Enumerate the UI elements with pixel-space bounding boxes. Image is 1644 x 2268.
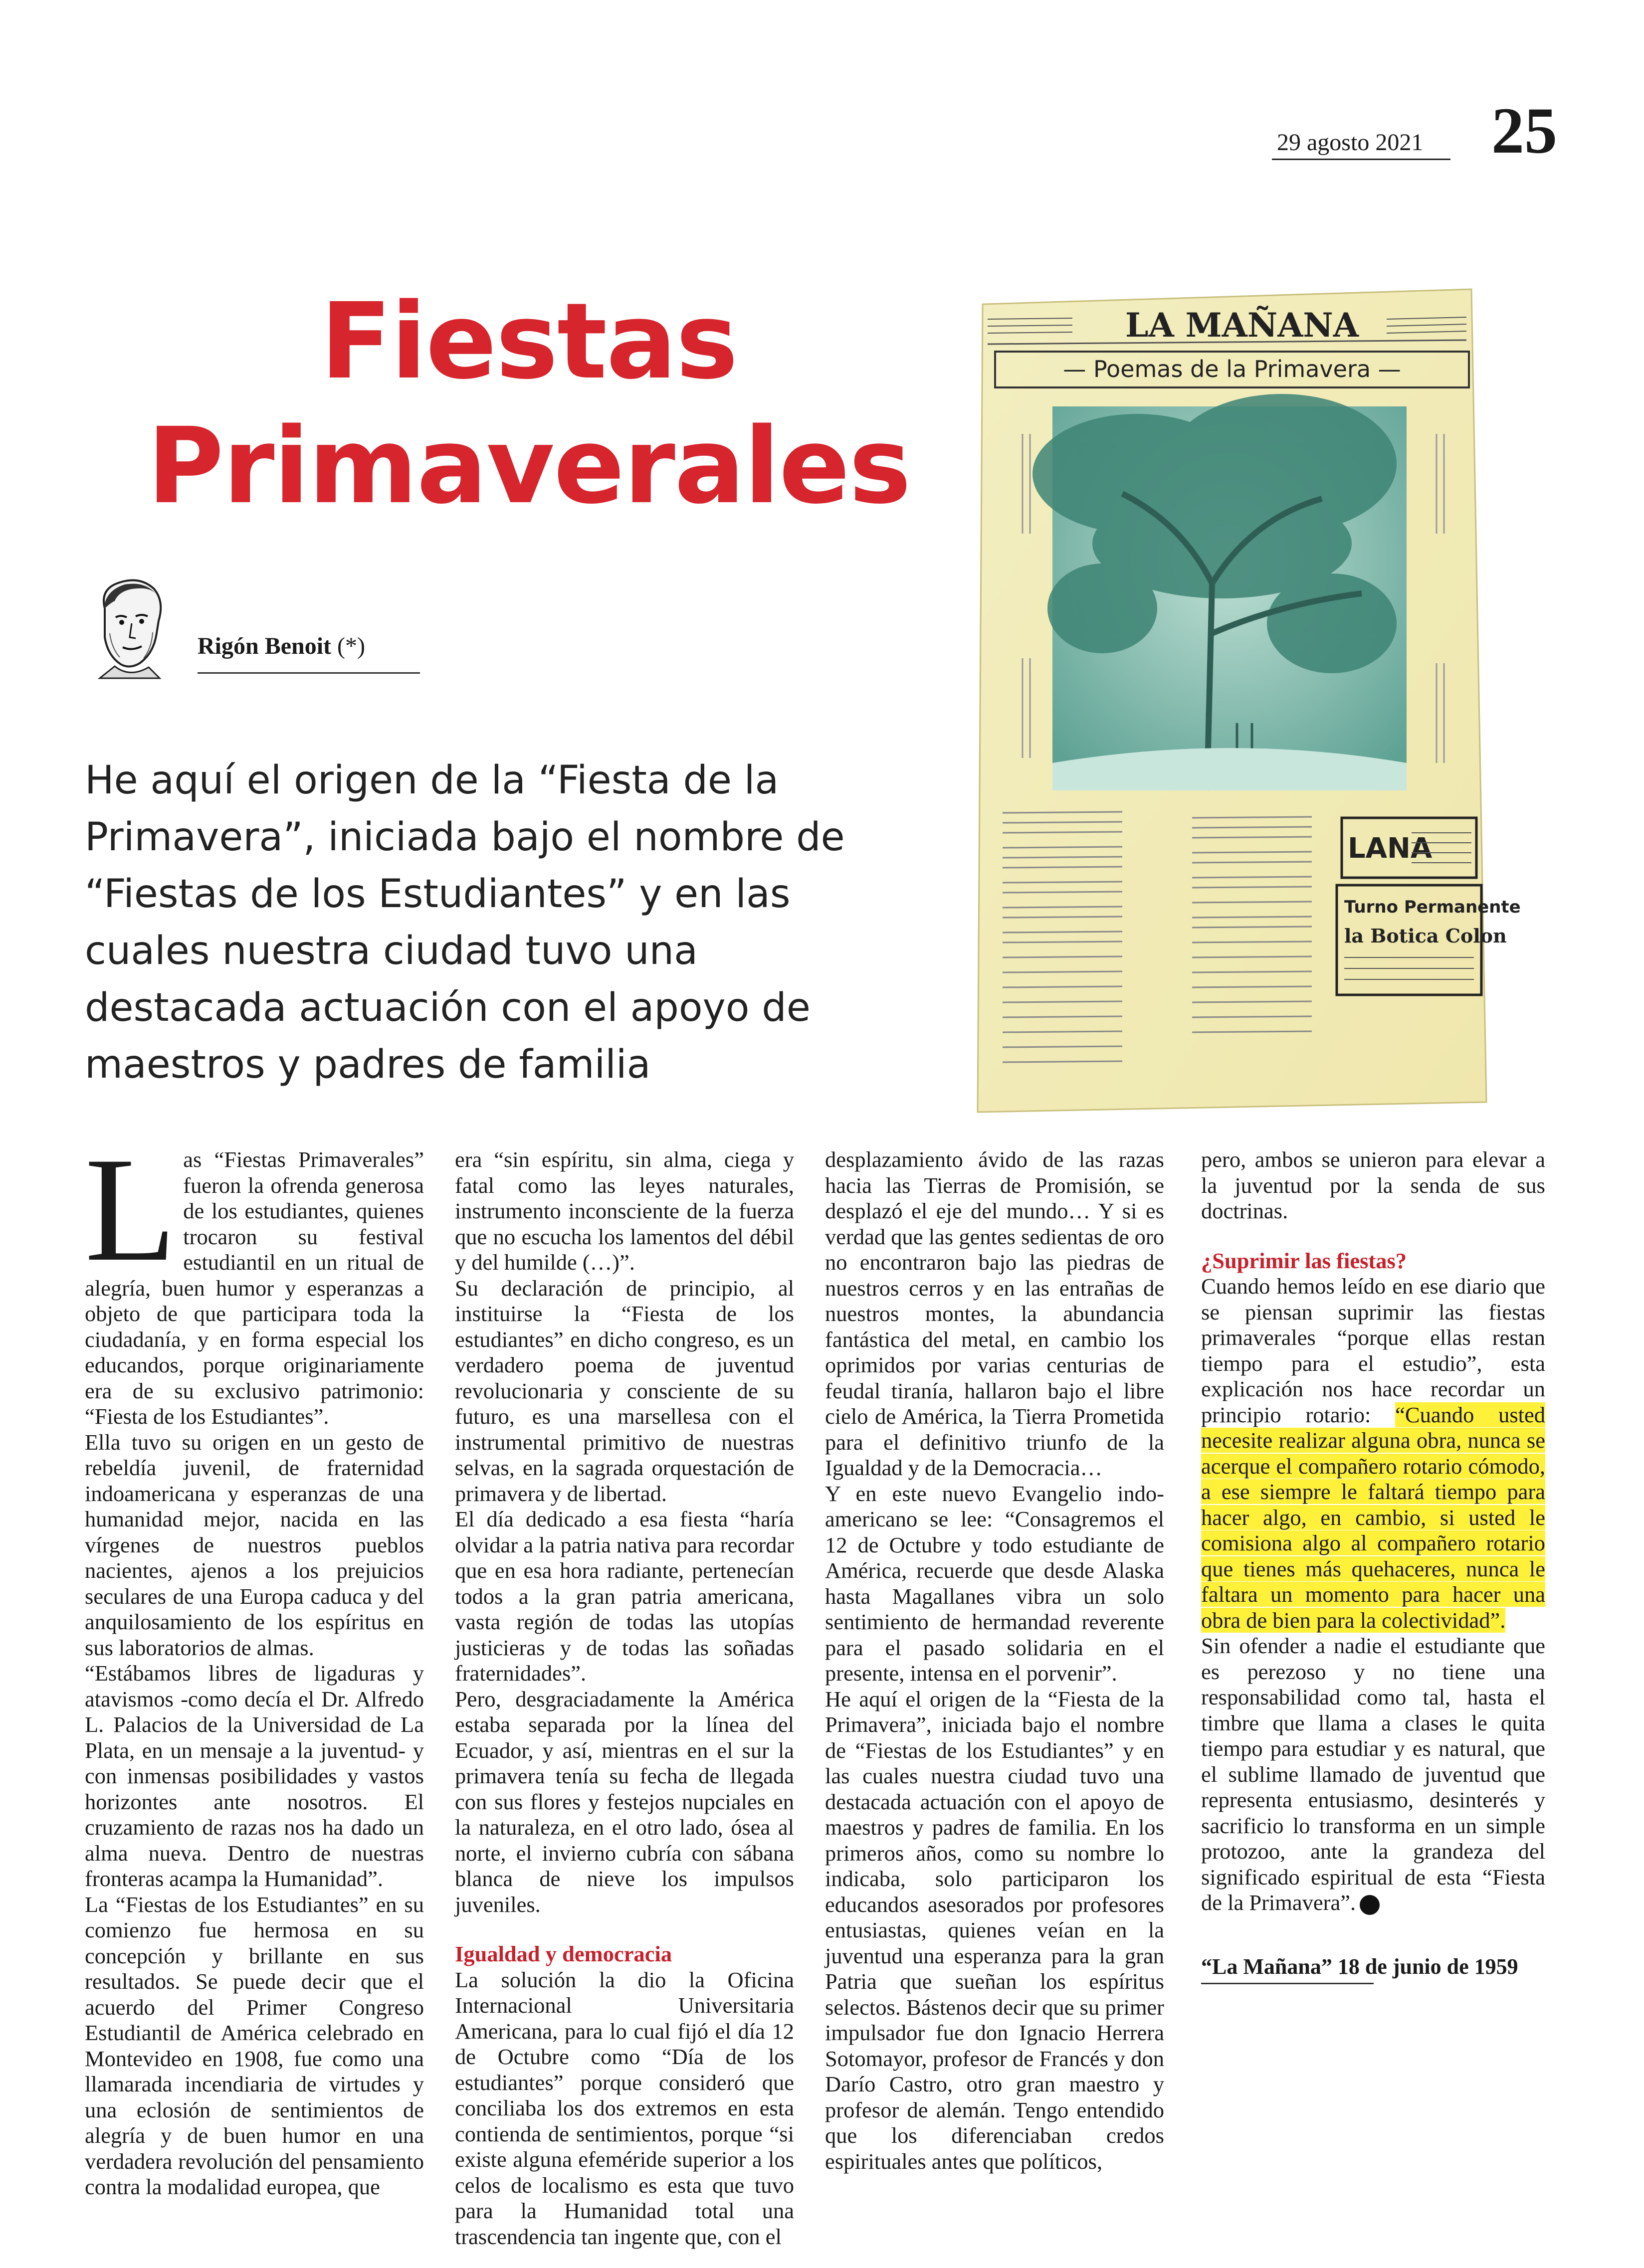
- clipping-banner: — Poemas de la Primavera —: [1063, 356, 1401, 382]
- drop-cap: L: [85, 1127, 177, 1292]
- header-rule: [1272, 159, 1450, 160]
- clipping-masthead: LA MAÑANA: [1125, 306, 1359, 345]
- column-3: [825, 1147, 1164, 2174]
- paragraph: [1201, 1633, 1545, 1916]
- paragraph: [1201, 1274, 1545, 1633]
- author-rule: [198, 672, 420, 674]
- clipping-ad-botica: la Botica Colon: [1344, 925, 1507, 947]
- title-line-1: Fiestas: [320, 280, 737, 402]
- author-name: Rigón Benoit: [198, 633, 332, 659]
- highlighted-quote: “Cuando usted necesite realizar alguna obra, nunca se acerque el compañero rotario cómodo, a ese siempre le faltará tiempo para hacer algo, en cambio, si usted le comisiona algo al compañero rotario que tienes más quehaceres, nunca le faltara un momento para hacer una obra de bien para la colectividad”.: [1201, 1402, 1546, 1633]
- subhead-igualdad: Igualdad y democracia: [455, 1941, 672, 1966]
- paragraph: El día dedicado a esa fiesta “haría olvidar a la patria nativa para recordar que en esa hora radiante, pertenecían todos a la gran patria americana, vasta región de todas las utopías justicieras y de todas las soñadas fraternidades”.: [455, 1507, 794, 1686]
- paragraph: La “Fiestas de los Estudiantes” en su comienzo fue hermosa en su concepción y brillante en sus resultados. Se puede decir que el acuerdo del Primer Congreso Estudiantil de América celebrado en Montevideo en 1908, fue como una llamarada incendiaria de virtudes y una eclosión de sentimientos de alegría y de buen humor en una verdadera revolución del pensamiento contra la modalidad europea, que: [85, 1891, 424, 2199]
- paragraph: He aquí el origen de la “Fiesta de la Primavera”, iniciada bajo el nombre de “Fiestas de los Estudiantes” y en las cuales nuestra ciudad tuvo una destacada actuación con el apoyo de maestros y padres de familia. En los primeros años, como su nombre lo indicaba, solo participaron los educandos asesorados por profesores entusiastas, quienes veían en la juventud una esperanza para la gran Patria que sueñan los espíritus selectos. Bástenos decir que su primer impulsador fue don Ignacio Herrera Sotomayor, profesor de Francés y don Darío Castro, otro gran maestro y profesor de alemán. Tengo entendido que los diferenciaban credos espirituales antes que políticos,: [825, 1686, 1164, 2174]
- column-2: [455, 1147, 794, 2250]
- clipping-ad-lana: LANA: [1348, 832, 1433, 865]
- paragraph-text: Sin ofender a nadie el estudiante que es perezoso y no tiene una responsabilidad como tal, hasta el timbre que llama a clases le quita tiempo para estudiar y es natural, que el sublime llamado de juventud que representa entusiasmo, desinterés y sacrificio lo transforma en un simple protozoo, ante la grandeza del significado espiritual de esta “Fiesta de la Primavera”.: [1201, 1633, 1545, 1915]
- author-suffix: (*): [331, 633, 365, 659]
- paragraph: era “sin espíritu, sin alma, ciega y fatal como las leyes naturales, instrumento inconsciente de la fuerza que no escucha los lamentos del débil y del humilde (…)”.: [455, 1147, 794, 1275]
- author-portrait-icon: [90, 573, 170, 678]
- source-credit: “La Mañana” 18 de junio de 1959: [1201, 1954, 1518, 1979]
- title-line-2: Primaverales: [147, 405, 910, 527]
- paragraph: Su declaración de principio, al instituirse la “Fiesta de los estudiantes” en dicho congreso, es un verdadero poema de juventud revolucionaria y consciente de su futuro, es una marsellesa con el instrumental primitivo de nuestras selvas, en la sagrada orquestación de primavera y de libertad.: [455, 1275, 794, 1506]
- column-4: [1201, 1147, 1545, 1916]
- paragraph: Y en este nuevo Evangelio indo-americano se lee: “Consagremos el 12 de Octubre y todo estudiante de América, recuerde que desde Alaska hasta Magallanes vibra un solo sentimiento de hermandad reverente para el pasado solidaria en el presente, intensa en el porvenir”.: [825, 1481, 1164, 1686]
- page-number: 25: [1491, 94, 1557, 167]
- article-body: [85, 1127, 1553, 2249]
- column-1: [85, 1127, 424, 2200]
- paragraph: pero, ambos se unieron para elevar a la juventud por la senda de sus doctrinas.: [1201, 1147, 1545, 1223]
- article-title: [120, 279, 938, 529]
- page-date: 29 agosto 2021: [1277, 129, 1424, 156]
- paragraph: “Estábamos libres de ligaduras y atavismos -como decía el Dr. Alfredo L. Palacios de la Universidad de La Plata, en un mensaje a la juventud- y con inmensas posibilidades y vastos horizontes ante nosotros. El cruzamiento de razas nos ha dado un alma nueva. Dentro de nuestras fronteras acampa la Humanidad”.: [85, 1661, 424, 1891]
- source-rule: [1201, 1983, 1374, 1984]
- paragraph-text: Cuando hemos leído en ese diario que se piensan suprimir las fiestas primaverales “porque ellas restan tiempo para el estudio”, esta explicación nos hace recordar un principio rotario:: [1201, 1274, 1545, 1427]
- end-mark-icon: [1360, 1895, 1380, 1915]
- lede-text: He aquí el origen de la “Fiesta de la Primavera”, iniciada bajo el nombre de “Fiestas de los Estudiantes” y en las cuales nuestra ciudad tuvo una destacada actuación con el apoyo de maestros y padres de familia: [85, 758, 845, 1087]
- author-byline: [198, 632, 365, 660]
- paragraph: Pero, desgraciadamente la América estaba separada por la línea del Ecuador, y así, mientras en el sur la primavera tenía su fecha de llegada con sus flores y festejos nupciales en la naturaleza, en el otro lado, ósea al norte, el invierno cubría con sábana blanca de nieve los impulsos juveniles.: [455, 1686, 794, 1917]
- paragraph: Ella tuvo su origen en un gesto de rebeldía juvenil, de fraternidad indoamericana y esperanzas de una humanidad mejor, nacida en las vírgenes de nuestros pueblos nacientes, ajenos a los prejuicios seculares de una Europa caduca y del anquilosamiento de los espíritus en sus laboratorios de almas.: [85, 1429, 424, 1660]
- paragraph: desplazamiento ávido de las razas hacia las Tierras de Promisión, se desplazó el eje del mundo… Y si es verdad que las gentes sedientas de oro no encontraron bajo las piedras de nuestros cerros y en las entrañas de nuestros montes, la abundancia fantástica del metal, en cambio los oprimidos por varias centurias de feudal tiranía, hallaron bajo el libre cielo de América, la Tierra Prometida para el definitivo triunfo de la Igualdad y de la Democracia…: [825, 1147, 1164, 1480]
- paragraph: La solución la dio la Oficina Internacional Universitaria Americana, para lo cual fijó el día 12 de Octubre como “Día de los estudiantes” porque consideró que conciliaba los dos extremos en esta contienda de sentimientos, porque “si existe alguna efeméride superior a los celos de localismo es esta que tuvo para la Humanidad total una trascendencia tan ingente que, con el: [455, 1967, 794, 2249]
- clipping-ad-turno: Turno Permanente: [1344, 897, 1521, 917]
- newspaper-clipping: [973, 284, 1521, 1112]
- paragraph: as “Fiestas Primaverales” fueron la ofrenda generosa de los estudiantes, quienes trocaron su festival estudiantil en un ritual de alegría, buen humor y esperanzas a objeto de que participara toda la ciudadanía, y en forma especial los educandos, porque originariamente era de su exclusivo patrimonio: “Fiesta de los Estudiantes”.: [85, 1147, 424, 1429]
- subhead-suprimir: ¿Suprimir las fiestas?: [1201, 1248, 1407, 1273]
